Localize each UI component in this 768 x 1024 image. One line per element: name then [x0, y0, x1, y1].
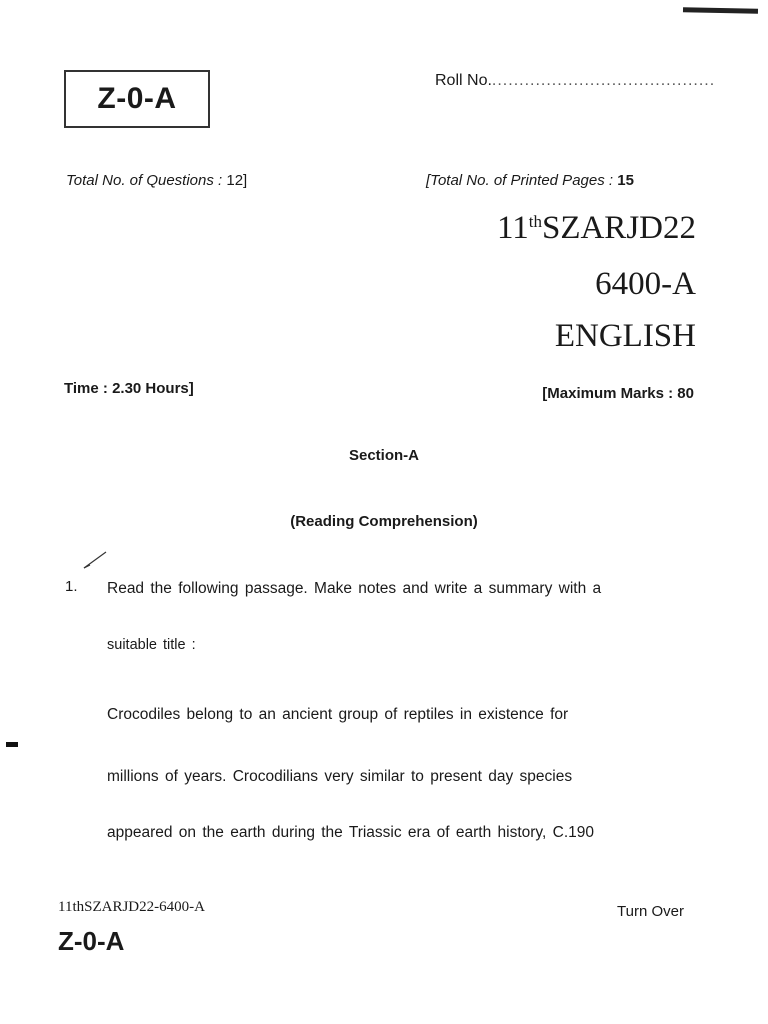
exam-code-sup: th — [528, 212, 542, 231]
tick-mark-icon — [82, 550, 108, 570]
section-heading: Section-A — [348, 447, 419, 464]
footer-exam-code: 11thSZARJD22-6400-A — [58, 899, 205, 915]
passage-line-5: appeared on the earth during the Triassic era of earth history, C.190 — [107, 824, 594, 841]
section-subheading: (Reading Comprehension) — [290, 513, 478, 530]
printed-pages-value: 15 — [617, 172, 634, 189]
exam-time: Time : 2.30 Hours] — [64, 380, 194, 397]
total-questions — [66, 172, 247, 189]
total-printed-pages — [426, 172, 634, 189]
footer-set-code: Z-0-A — [58, 926, 125, 956]
total-questions-value: 12] — [226, 172, 248, 189]
turn-over-label: Turn Over — [617, 903, 684, 920]
total-questions-label: Total No. of Questions : — [66, 172, 223, 189]
roll-label: Roll No. — [435, 72, 492, 89]
printed-pages-label: [Total No. of Printed Pages : — [426, 172, 614, 189]
paper-set-code: Z-0-A — [97, 82, 177, 115]
paper-set-code-box — [64, 70, 210, 128]
roll-number-field — [435, 72, 715, 90]
exam-code-prefix: 11 — [496, 210, 529, 246]
passage-line-1: Read the following passage. Make notes and write a summary with a — [107, 580, 602, 597]
passage-line-4: millions of years. Crocodilians very similar to present day species — [107, 768, 573, 785]
corner-scan-mark — [683, 7, 758, 14]
paper-code: 6400-A — [595, 266, 696, 302]
subject-title: ENGLISH — [554, 318, 696, 354]
margin-mark — [6, 742, 18, 747]
roll-dots: ......................................... — [491, 72, 716, 89]
maximum-marks: [Maximum Marks : 80 — [542, 385, 694, 402]
exam-code-rest: SZARJD22 — [541, 210, 696, 246]
question-number: 1. — [65, 578, 78, 595]
passage-line-3: Crocodiles belong to an ancient group of reptiles in existence for — [107, 706, 569, 723]
passage-line-2: suitable title : — [107, 637, 196, 653]
exam-code — [497, 210, 696, 247]
